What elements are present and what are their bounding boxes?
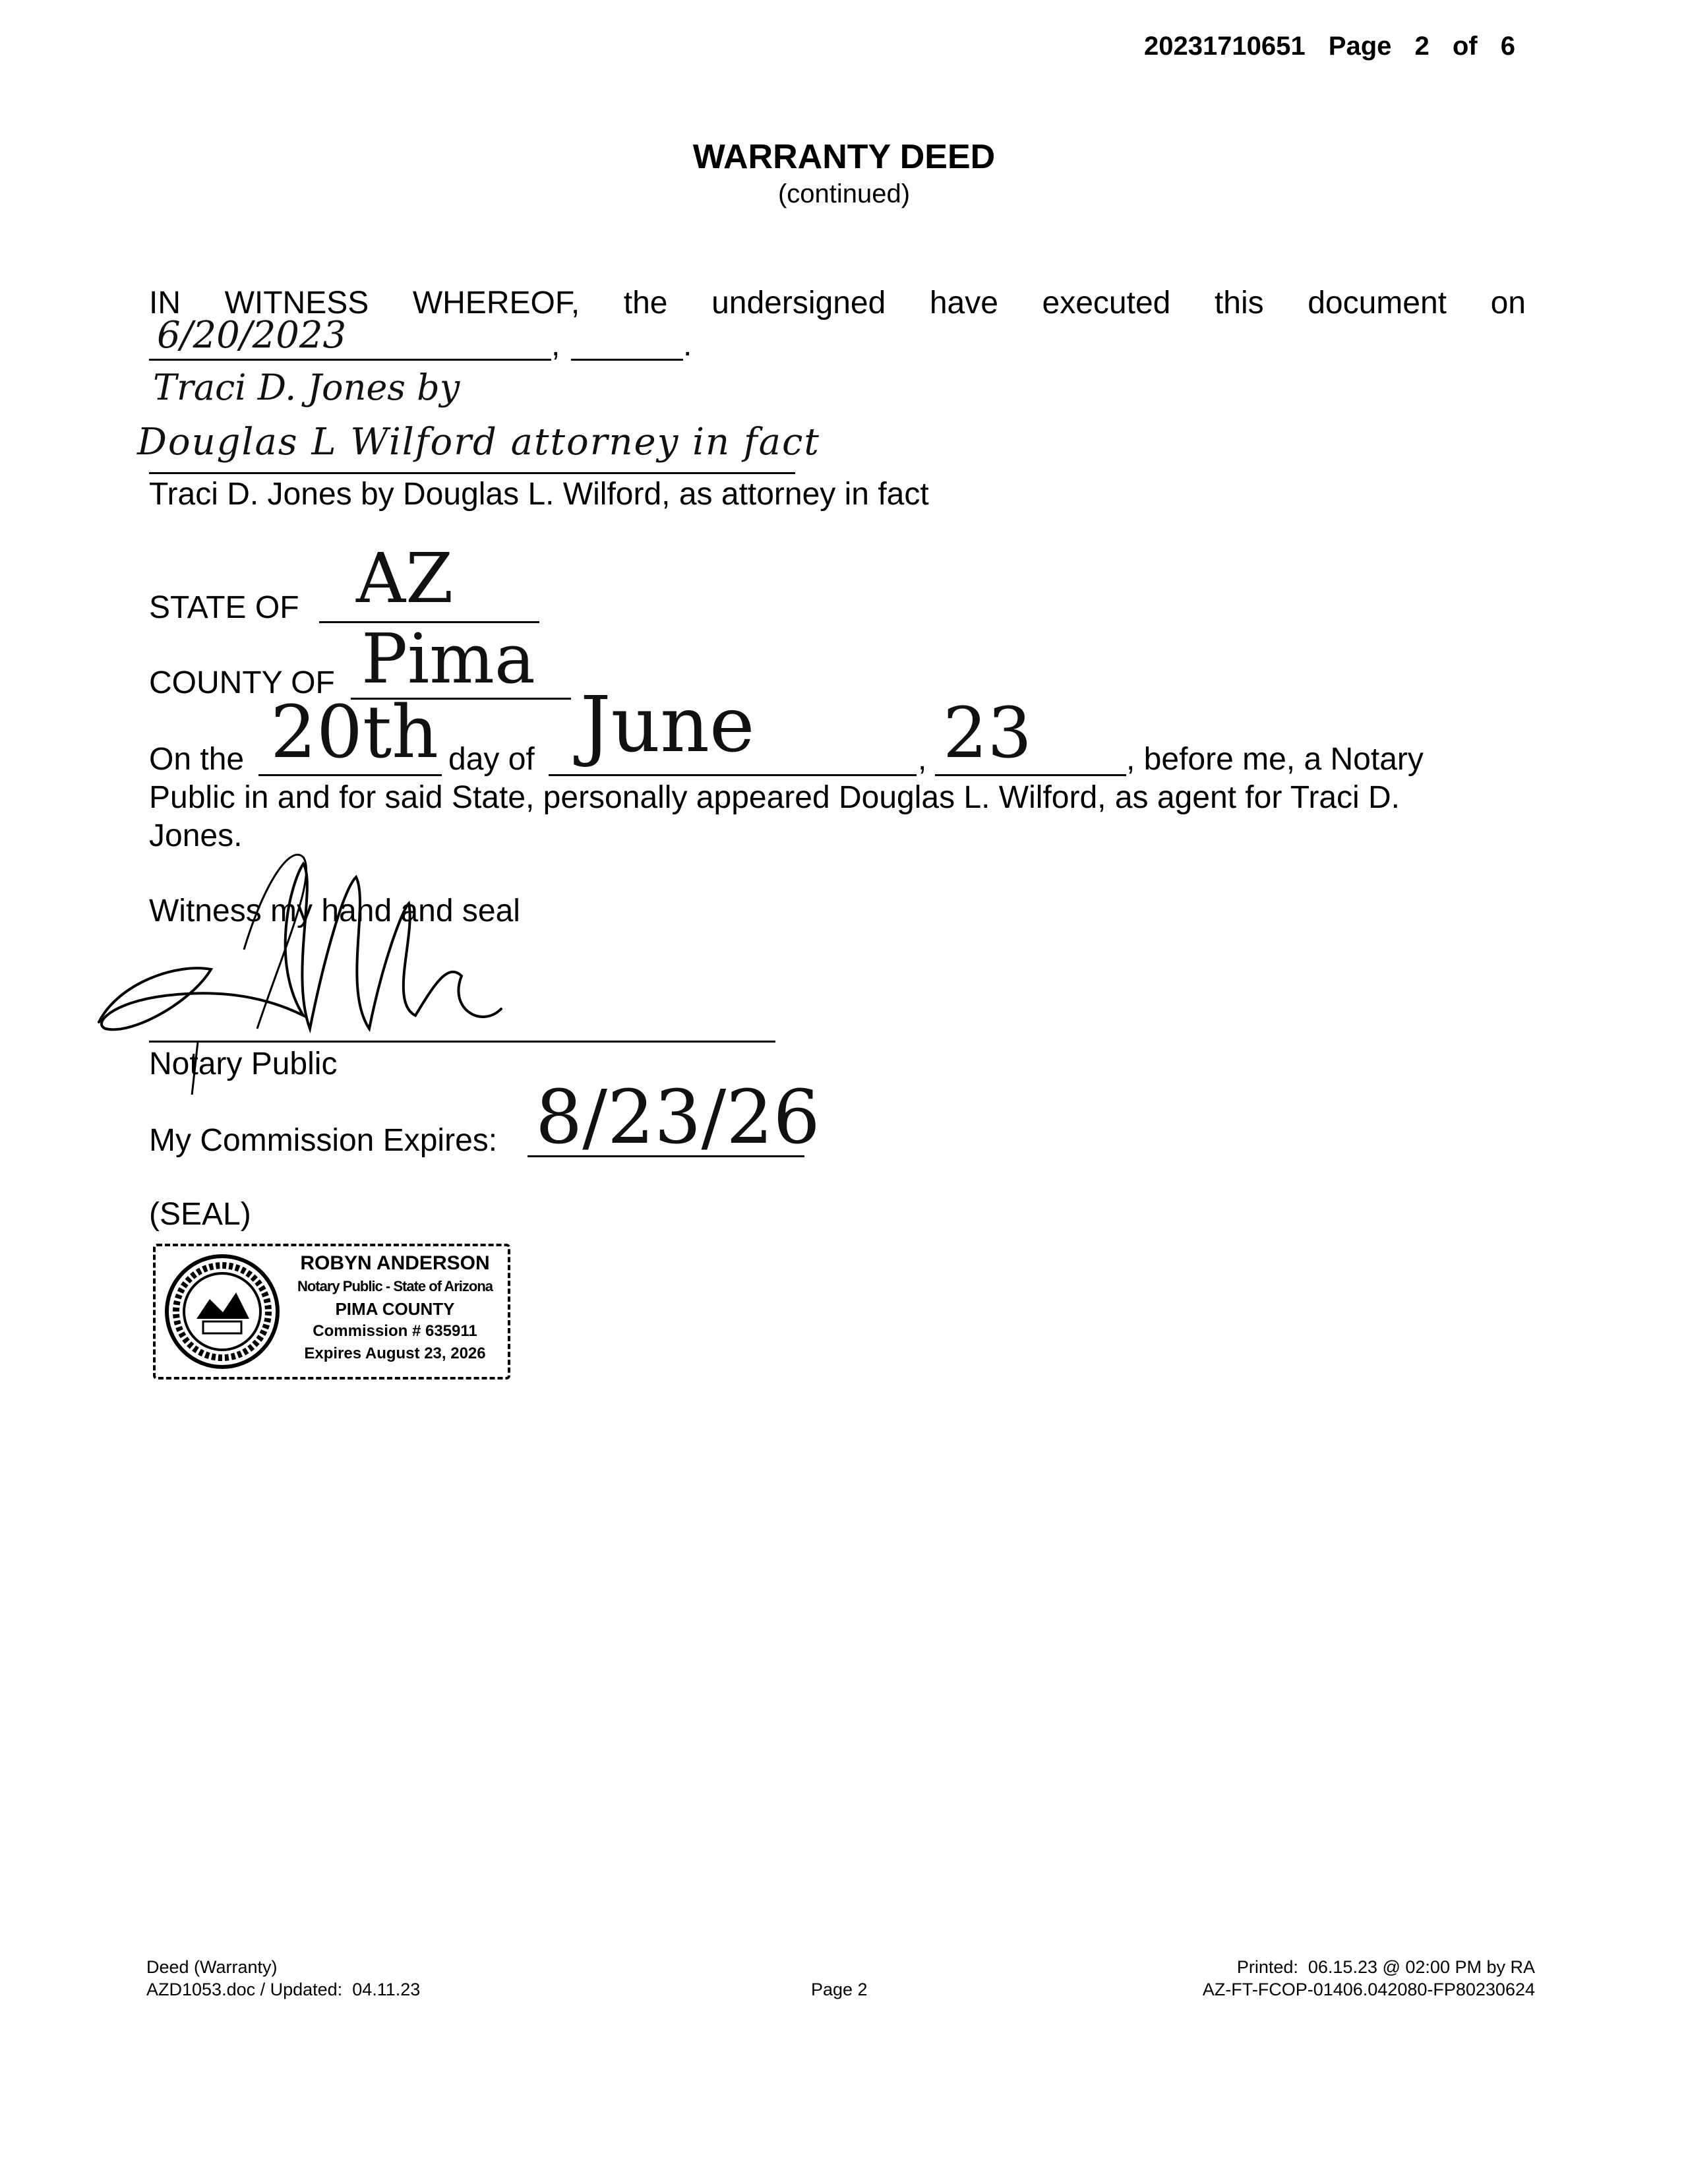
on-the-label: On the [149,742,245,777]
notary-stamp [153,1244,510,1380]
day-of-label: day of [448,742,535,777]
date-line [149,359,551,361]
stamp-name: ROBYN ANDERSON [300,1252,490,1274]
seal-label: (SEAL) [149,1197,251,1232]
footer-doc-file: AZD1053.doc / Updated: 04.11.23 [146,1980,421,1999]
acknowledgment-line3: Jones. [149,818,243,853]
month-line [549,774,917,776]
witness-hand-seal: Witness my hand and seal [149,894,520,928]
witness-word: this [1214,286,1264,320]
notary-public-label: Notary Public [149,1046,338,1081]
signature-handwriting-line1: Traci D. Jones by [153,367,460,408]
witness-word: executed [1042,286,1171,320]
recording-number: 20231710651 [1143,32,1306,61]
handwritten-county: Pima [361,619,535,699]
signature-line [149,472,795,474]
page-subtitle: (continued) [777,179,911,208]
notary-signature-line [149,1041,775,1043]
handwritten-execution-date: 6/20/2023 [157,314,347,357]
county-label: COUNTY OF [149,665,335,700]
state-label: STATE OF [149,590,299,625]
handwritten-commission-date: 8/23/26 [535,1075,820,1161]
stamp-county: PIMA COUNTY [335,1299,455,1319]
witness-word: on [1490,286,1526,320]
footer-page: Page 2 [811,1980,868,1999]
acknowledgment-line2: Public in and for said State, personally appeared Douglas L. Wilford, as agent for Traci D. [149,780,1401,815]
stamp-title: Notary Public - State of Arizona [297,1278,493,1294]
year-line [571,359,683,361]
day-line [258,774,442,776]
signature-handwriting-line2: Douglas L Wilford attorney in fact [137,421,820,464]
witness-clause [149,285,1526,321]
date-comma: , [551,328,560,363]
document-header [1144,32,1515,61]
handwritten-day: 20th [270,690,439,774]
witness-word: IN [149,286,181,320]
arizona-seal-icon [164,1253,281,1370]
footer-left [146,1956,420,2001]
signer-name-label: Traci D. Jones by Douglas L. Wilford, as attorney in fact [149,477,929,512]
footer-doc-type: Deed (Warranty) [146,1957,278,1977]
handwritten-month: June [580,681,755,770]
page-indicator: Page 2 of 6 [1328,32,1515,61]
witness-word: WITNESS [224,286,369,320]
witness-word: WHEREOF, [412,286,580,320]
handwritten-state: AZ [356,538,454,619]
witness-word: undersigned [711,286,886,320]
witness-word: the [623,286,668,320]
before-me-text: , before me, a Notary [1126,742,1424,777]
footer-printed: Printed: 06.15.23 @ 02:00 PM by RA [1236,1957,1535,1977]
stamp-expiry: Expires August 23, 2026 [304,1345,486,1362]
year-value-line [935,774,1126,776]
footer-right [1203,1956,1535,2001]
stamp-commission: Commission # 635911 [313,1322,477,1340]
month-comma: , [918,742,927,777]
footer-order-number: AZ-FT-FCOP-01406.042080-FP80230624 [1202,1980,1535,1999]
witness-word: document [1308,286,1447,320]
page-title: WARRANTY DEED [692,138,996,176]
commission-expires-label: My Commission Expires: [149,1123,498,1158]
witness-word: have [929,286,998,320]
date-period: . [683,328,692,363]
handwritten-year: 23 [943,692,1032,774]
